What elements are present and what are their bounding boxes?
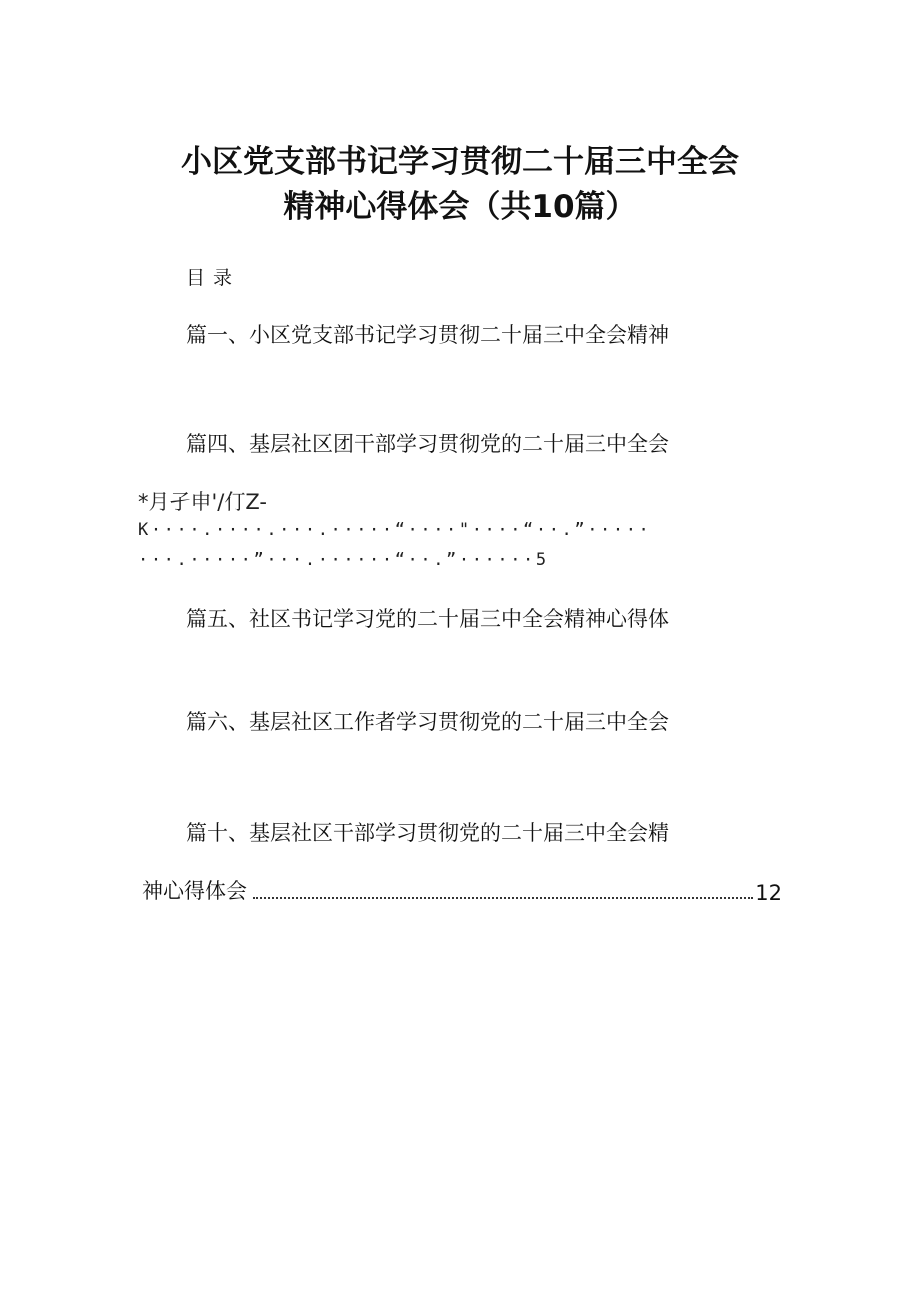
garbled-text-line-3: ···.·····”···.······“··.”······5 [138,550,549,570]
toc-heading: 目录 [186,267,241,289]
dot-leader [253,896,753,899]
toc-entry-4[interactable]: 篇四、基层社区团干部学习贯彻党的二十届三中全会 [186,432,669,456]
toc-entry-10[interactable]: 篇十、基层社区干部学习贯彻党的二十届三中全会精 [186,821,669,845]
toc-entry-10-page-number: 12 [755,881,782,905]
toc-entry-10-continuation[interactable] [142,873,782,905]
garbled-text-line-2: K····.····.···.·····“····"····“··.”····· [138,520,652,540]
document-title-line-1: 小区党支部书记学习贯彻二十届三中全会 [181,144,739,180]
toc-entry-1[interactable]: 篇一、小区党支部书记学习贯彻二十届三中全会精神 [186,323,669,347]
document-title-line-2: 精神心得体会（共10篇） [283,189,637,225]
toc-entry-6[interactable]: 篇六、基层社区工作者学习贯彻党的二十届三中全会 [186,710,669,734]
garbled-text-line-1: *月孑申'/仃Z- [138,490,267,514]
toc-entry-5[interactable]: 篇五、社区书记学习党的二十届三中全会精神心得体 [186,607,669,631]
toc-entry-10-continuation-text: 神心得体会 [142,879,247,903]
